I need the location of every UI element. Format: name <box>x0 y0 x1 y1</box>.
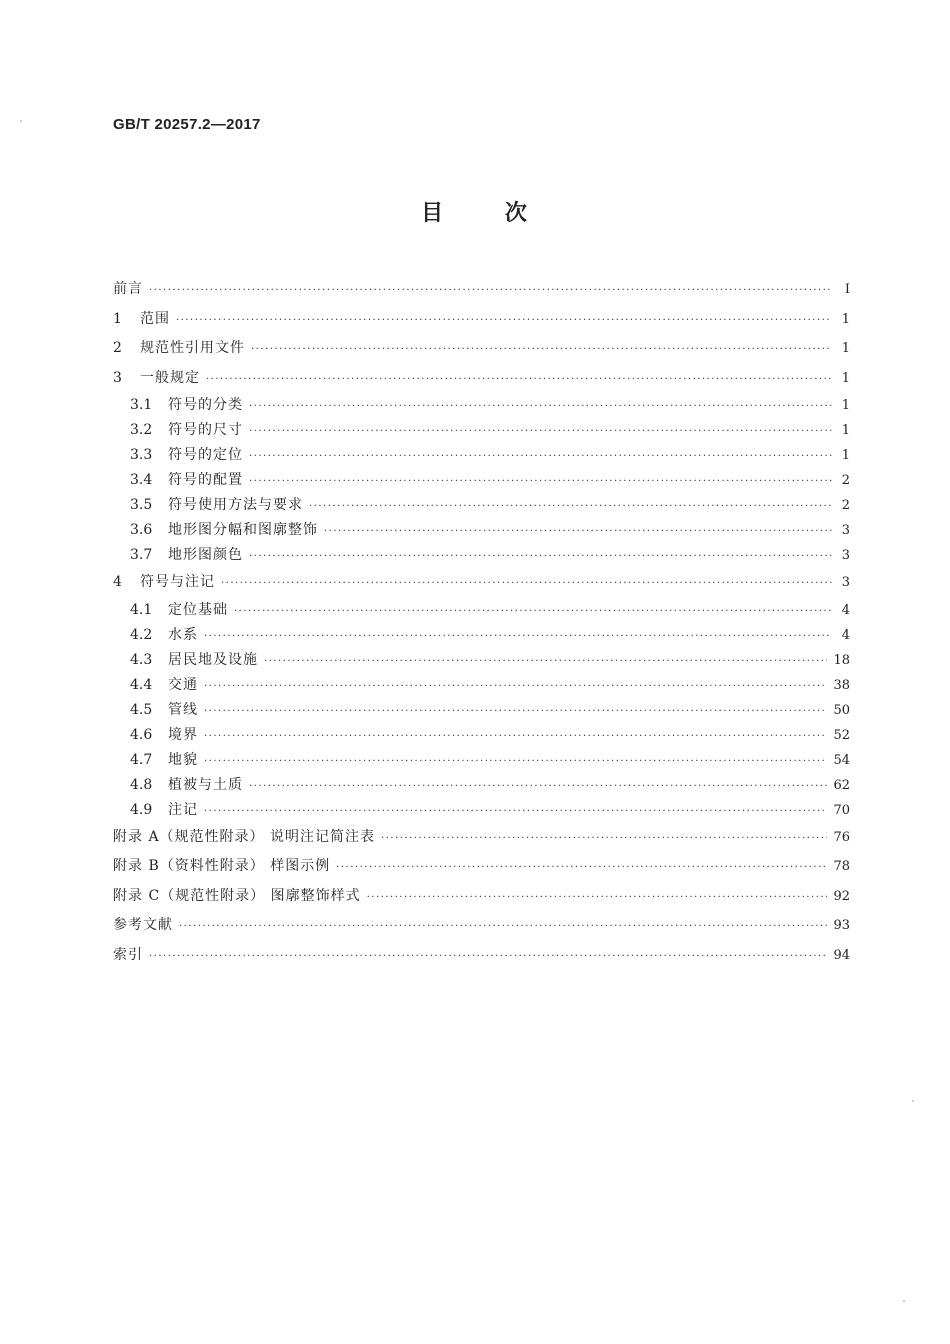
toc-entry-page: 93 <box>833 918 850 933</box>
toc-entry-page: 18 <box>833 652 850 668</box>
toc-entry-label: 地形图颜色 <box>168 547 243 563</box>
toc-entry-label: 附录 A（规范性附录） 说明注记简注表 <box>113 828 376 845</box>
toc-entry-label: 符号使用方法与要求 <box>168 497 303 513</box>
toc-entry-label: 地貌 <box>168 751 198 768</box>
toc-entry[interactable] <box>113 852 850 882</box>
toc-entry-number: 3.5 <box>130 497 153 513</box>
toc-entry-label: 范围 <box>140 310 170 327</box>
toc-entry-label: 符号的定位 <box>168 447 243 463</box>
toc-entry-page: 50 <box>833 702 850 718</box>
toc-entry-label: 水系 <box>168 626 198 643</box>
toc-entry-page: 2 <box>841 498 850 513</box>
dot-leader <box>149 942 827 972</box>
toc-entry-page: 3 <box>841 575 850 590</box>
toc-entry-number: 4.3 <box>130 651 153 668</box>
toc-entry-label: 定位基础 <box>168 601 228 618</box>
dot-leader <box>367 883 828 913</box>
toc-entry-page: 52 <box>833 727 850 743</box>
toc-entry-page: 1 <box>841 341 850 356</box>
toc-entry[interactable] <box>113 305 850 335</box>
toc-entry-page: 1 <box>841 448 850 463</box>
dot-leader <box>264 649 827 674</box>
toc-entry[interactable] <box>113 568 850 598</box>
toc-entry[interactable] <box>113 364 850 394</box>
toc-entry-page: 4 <box>841 602 850 618</box>
toc-entry-label: 附录 C（规范性附录） 图廓整饰样式 <box>113 887 361 904</box>
dot-leader <box>204 799 827 824</box>
toc-entry[interactable] <box>113 798 850 823</box>
toc-entry-label: 交通 <box>168 676 198 693</box>
dot-leader <box>149 276 832 306</box>
toc-entry-number: 4.6 <box>130 726 153 743</box>
toc-entry-number: 3.6 <box>130 522 153 538</box>
dot-leader <box>381 824 827 854</box>
dot-leader <box>179 912 827 942</box>
scan-speck <box>903 1300 905 1302</box>
dot-leader <box>204 749 827 774</box>
dot-leader <box>249 419 832 444</box>
toc-entry[interactable] <box>113 543 850 568</box>
dot-leader <box>249 394 832 419</box>
toc-entry-number: 4.9 <box>130 801 153 818</box>
toc-entry[interactable] <box>113 468 850 493</box>
toc-entry[interactable] <box>113 698 850 723</box>
toc-entry-page: 1 <box>841 370 850 386</box>
toc-entry-number: 3.1 <box>130 397 153 413</box>
toc-entry-page: 3 <box>841 523 850 538</box>
toc-entry-number: 4.7 <box>130 751 153 768</box>
toc-entry[interactable] <box>113 623 850 648</box>
toc-entry[interactable] <box>113 648 850 673</box>
toc-entry-number: 3 <box>113 369 122 386</box>
dot-leader <box>249 469 832 494</box>
toc-entry-label: 符号与注记 <box>140 574 215 590</box>
toc-entry-number: 4 <box>113 574 122 590</box>
page-title: 目 次 <box>421 201 529 226</box>
toc-entry-label: 参考文献 <box>113 917 173 933</box>
toc-entry-label: 符号的配置 <box>168 472 243 488</box>
toc-entry[interactable] <box>113 443 850 468</box>
toc-entry[interactable] <box>113 275 850 305</box>
toc-entry[interactable] <box>113 723 850 748</box>
toc-entry-page: 4 <box>841 627 850 643</box>
toc-entry-number: 3.3 <box>130 447 153 463</box>
toc-entry-number: 4.2 <box>130 626 153 643</box>
dot-leader <box>234 599 832 624</box>
toc-entry-number: 3.4 <box>130 472 153 488</box>
dot-leader <box>206 365 832 395</box>
toc-entry[interactable] <box>113 418 850 443</box>
toc-entry-number: 3.2 <box>130 422 153 438</box>
toc-entry-label: 地形图分幅和图廓整饰 <box>168 522 318 538</box>
toc-entry[interactable] <box>113 598 850 623</box>
toc-entry-label: 附录 B（资料性附录） 样图示例 <box>113 858 331 874</box>
toc-entry-label: 注记 <box>168 801 198 818</box>
standard-number: GB/T 20257.2—2017 <box>113 116 261 133</box>
toc-entry-number: 4.8 <box>130 776 153 793</box>
toc-entry-label: 植被与土质 <box>168 776 243 793</box>
toc-entry-page: 38 <box>833 677 850 693</box>
toc-entry-number: 3.7 <box>130 547 153 563</box>
toc-entry[interactable] <box>113 882 850 912</box>
toc-entry-page: 76 <box>833 829 850 845</box>
dot-leader <box>204 699 827 724</box>
toc-entry-page: Ⅰ <box>844 282 850 297</box>
toc-entry[interactable] <box>113 823 850 853</box>
dot-leader <box>249 444 832 469</box>
toc-entry[interactable] <box>113 493 850 518</box>
scan-speck <box>20 120 22 122</box>
dot-leader <box>249 774 827 799</box>
toc-entry-page: 54 <box>833 752 850 768</box>
toc-entry-label: 符号的尺寸 <box>168 422 243 438</box>
toc-entry-page: 62 <box>833 777 850 793</box>
dot-leader <box>204 624 832 649</box>
toc-entry-page: 1 <box>841 311 850 327</box>
toc-entry-number: 4.1 <box>130 601 153 618</box>
toc-entry-label: 境界 <box>168 726 198 743</box>
dot-leader <box>176 306 832 336</box>
toc-entry-page: 1 <box>841 398 850 413</box>
toc-entry-page: 78 <box>833 859 850 874</box>
toc-entry-page: 70 <box>833 802 850 818</box>
toc-entry-number: 4.4 <box>130 676 153 693</box>
toc-entry[interactable] <box>113 748 850 773</box>
toc-entry-label: 一般规定 <box>140 369 200 386</box>
toc-entry-page: 94 <box>833 947 850 963</box>
scan-speck <box>912 1100 914 1102</box>
toc-entry-page: 2 <box>841 473 850 488</box>
toc-entry-number: 4.5 <box>130 701 153 718</box>
toc-entry-page: 3 <box>841 548 850 563</box>
toc-entry-page: 1 <box>841 423 850 438</box>
toc-entry-label: 居民地及设施 <box>168 651 258 668</box>
dot-leader <box>204 724 827 749</box>
dot-leader <box>324 519 832 544</box>
toc-entry[interactable] <box>113 518 850 543</box>
toc-entry-label: 符号的分类 <box>168 397 243 413</box>
toc-entry[interactable] <box>113 941 850 971</box>
dot-leader <box>249 544 832 569</box>
toc-entry[interactable] <box>113 773 850 798</box>
dot-leader <box>221 569 832 599</box>
dot-leader <box>309 494 832 519</box>
toc-entry-page: 92 <box>833 888 850 904</box>
toc-entry[interactable] <box>113 673 850 698</box>
toc-entry[interactable] <box>113 911 850 941</box>
toc-entry-label: 管线 <box>168 701 198 718</box>
toc-entry-number: 1 <box>113 310 122 327</box>
table-of-contents <box>113 275 850 970</box>
dot-leader <box>204 674 827 699</box>
toc-entry[interactable] <box>113 393 850 418</box>
toc-entry-label: 规范性引用文件 <box>140 340 245 356</box>
dot-leader <box>251 335 832 365</box>
dot-leader <box>336 853 827 883</box>
toc-entry-label: 索引 <box>113 946 143 963</box>
toc-entry-number: 2 <box>113 340 122 356</box>
toc-entry-label: 前言 <box>113 281 143 297</box>
toc-entry[interactable] <box>113 334 850 364</box>
